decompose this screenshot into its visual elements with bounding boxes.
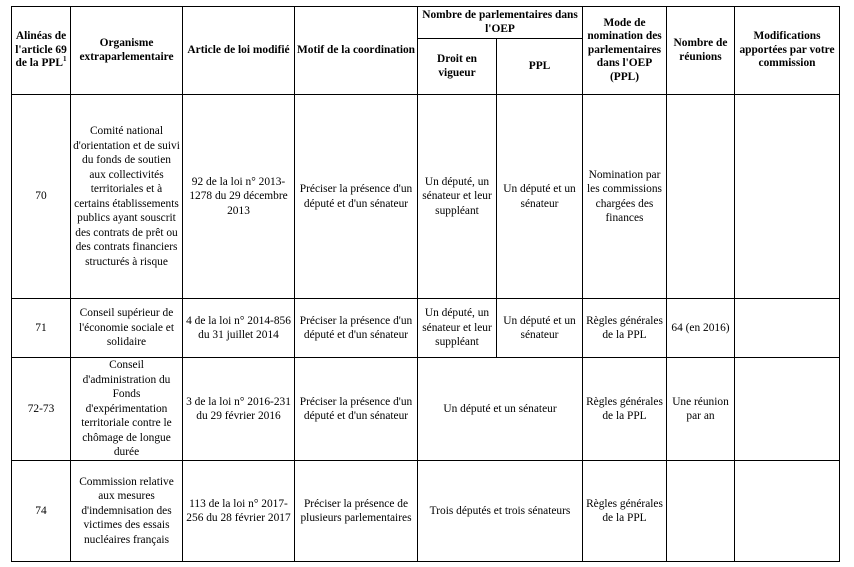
header-alineas: Alinéas de l'article 69 de la PPL$^1$ [12, 7, 71, 95]
header-ppl: PPL [497, 39, 583, 95]
cell-droit-en-vigueur: Un député, un sénateur et leur suppléant [418, 299, 497, 358]
cell-reunions: Une réunion par an [667, 358, 735, 461]
cell-mode: Nomination par les commissions chargées des finances [583, 95, 667, 299]
cell-alineas: 74 [12, 461, 71, 562]
cell-alineas: 72-73 [12, 358, 71, 461]
header-mode-nomination: Mode de nomination des parlementaires dans l'OEP (PPL) [583, 7, 667, 95]
cell-modifications [735, 461, 840, 562]
cell-parlementaires: Trois députés et trois sénateurs [418, 461, 583, 562]
cell-mode: Règles générales de la PPL [583, 461, 667, 562]
footnote-marker: 1 [62, 55, 67, 64]
cell-article: 4 de la loi n° 2014-856 du 31 juillet 2014 [183, 299, 295, 358]
cell-organisme: Conseil d'administration du Fonds d'expérimentation territoriale contre le chômage de longue durée [71, 358, 183, 461]
cell-modifications [735, 95, 840, 299]
cell-organisme: Comité national d'orientation et de suivi du fonds de soutien aux collectivités territoriales et à certains établissements publics ayant souscrit des contrats de prêt ou des contrats financiers structurés à risque [71, 95, 183, 299]
header-nombre-parlementaires: Nombre de parlementaires dans l'OEP [418, 7, 583, 39]
cell-ppl: Un député et un sénateur [497, 95, 583, 299]
header-organisme: Organisme extraparlementaire [71, 7, 183, 95]
cell-article: 3 de la loi n° 2016-231 du 29 février 2016 [183, 358, 295, 461]
cell-alineas: 70 [12, 95, 71, 299]
cell-organisme: Conseil supérieur de l'économie sociale et solidaire [71, 299, 183, 358]
cell-reunions [667, 461, 735, 562]
cell-mode: Règles générales de la PPL [583, 358, 667, 461]
cell-modifications [735, 358, 840, 461]
cell-motif: Préciser la présence d'un député et d'un sénateur [295, 358, 418, 461]
table-row [12, 358, 840, 461]
cell-parlementaires: Un député et un sénateur [418, 358, 583, 461]
cell-mode: Règles générales de la PPL [583, 299, 667, 358]
cell-motif: Préciser la présence d'un député et d'un sénateur [295, 299, 418, 358]
cell-article: 92 de la loi n° 2013-1278 du 29 décembre 2013 [183, 95, 295, 299]
cell-ppl: Un député et un sénateur [497, 299, 583, 358]
cell-motif: Préciser la présence d'un député et d'un sénateur [295, 95, 418, 299]
table-row [12, 299, 840, 358]
cell-alineas: 71 [12, 299, 71, 358]
cell-motif: Préciser la présence de plusieurs parlementaires [295, 461, 418, 562]
coordination-table [11, 6, 840, 562]
cell-reunions: 64 (en 2016) [667, 299, 735, 358]
header-motif: Motif de la coordination [295, 7, 418, 95]
table-row [12, 461, 840, 562]
cell-modifications [735, 299, 840, 358]
cell-article: 113 de la loi n° 2017-256 du 28 février 2017 [183, 461, 295, 562]
cell-reunions [667, 95, 735, 299]
cell-droit-en-vigueur: Un député, un sénateur et leur suppléant [418, 95, 497, 299]
header-droit-en-vigueur: Droit en vigueur [418, 39, 497, 95]
header-modifications: Modifications apportées par votre commission [735, 7, 840, 95]
header-nombre-reunions: Nombre de réunions [667, 7, 735, 95]
table-row [12, 95, 840, 299]
header-article: Article de loi modifié [183, 7, 295, 95]
cell-organisme: Commission relative aux mesures d'indemnisation des victimes des essais nucléaires français [71, 461, 183, 562]
